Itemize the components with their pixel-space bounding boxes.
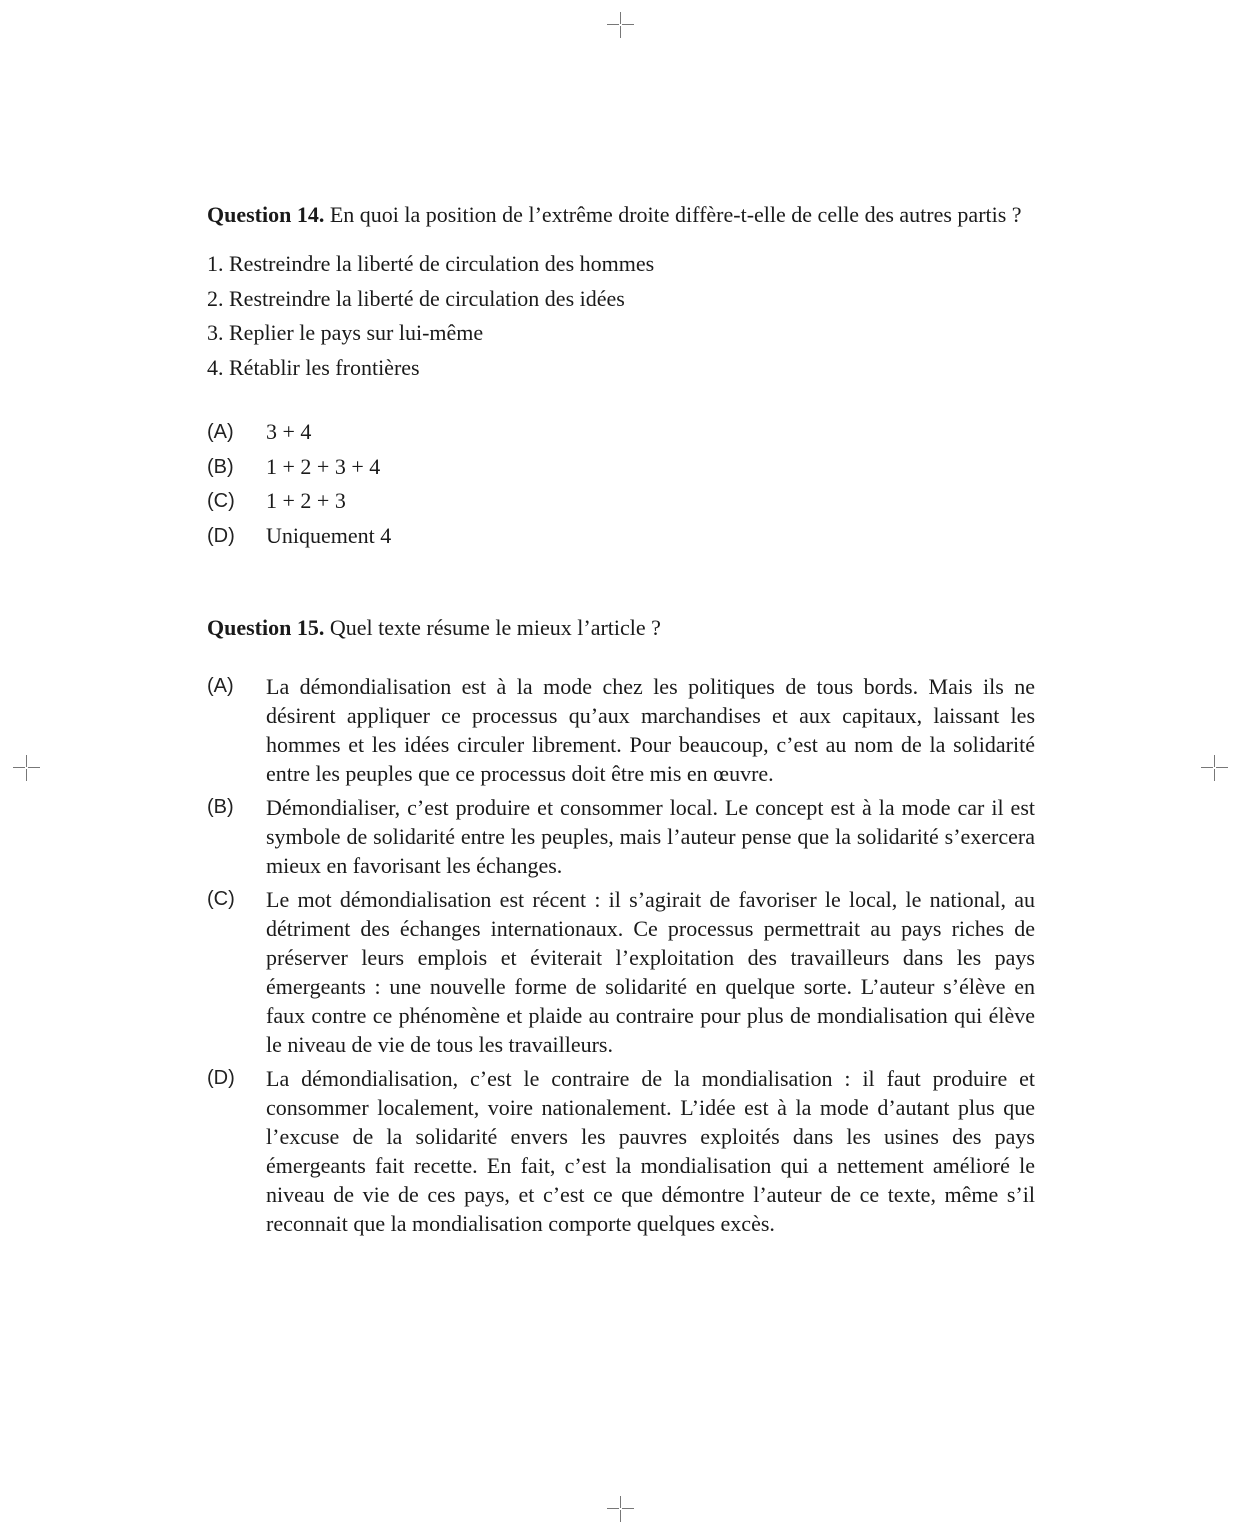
option-text: Le mot démondialisation est récent : il s’agirait de favoriser le local, le national, au détriment des échanges internationaux. Ce processus permettrait au pays riches de préserver leurs emplois et éviterait l’exploitation des travailleurs dans les pays émergeants : une nouvelle forme de solidarité en quelque sorte. L’auteur s’élève en faux contre ce phénomène et plaide au contraire pour plus de mondialisation qui élève le niveau de vie de tous les travailleurs.	[266, 887, 1035, 1057]
q14-option-a[interactable]	[207, 415, 1035, 450]
question-14-text: En quoi la position de l’extrême droite diffère-t-elle de celle des autres partis ?	[324, 202, 1022, 227]
q15-option-c[interactable]	[207, 885, 1035, 1059]
option-letter: (B)	[207, 455, 234, 478]
q14-option-b[interactable]	[207, 450, 1035, 485]
option-text: 1 + 2 + 3 + 4	[266, 453, 381, 479]
option-text: 1 + 2 + 3	[266, 488, 346, 513]
statement-3: 3. Replier le pays sur lui-même	[207, 320, 484, 345]
option-text: Uniquement 4	[266, 522, 392, 548]
question-15-options	[207, 672, 1035, 1238]
q15-option-d[interactable]	[207, 1064, 1035, 1238]
question-14-label: Question 14.	[207, 202, 325, 227]
question-15-label: Question 15.	[207, 615, 325, 640]
question-15-prompt	[207, 613, 1035, 642]
question-14	[207, 200, 1035, 553]
q14-option-d[interactable]	[207, 519, 1035, 554]
statement-1: 1. Restreindre la liberté de circulation des hommes	[207, 251, 655, 276]
option-letter: (C)	[207, 888, 235, 910]
question-14-options	[207, 415, 1035, 553]
q14-option-c[interactable]	[207, 484, 1035, 519]
question-14-prompt	[207, 200, 1035, 229]
option-letter: (A)	[207, 675, 234, 697]
option-letter: (D)	[207, 1067, 235, 1089]
option-letter: (D)	[207, 524, 235, 547]
q15-option-b[interactable]	[207, 793, 1035, 880]
question-15	[207, 613, 1035, 1238]
option-letter: (B)	[207, 796, 234, 818]
exam-page	[207, 200, 1035, 1243]
option-text: Démondialiser, c’est produire et consommer local. Le concept est à la mode car il est symbole de solidarité entre les peuples, mais l’auteur pense que la solidarité s’exercera mieux en favorisant les échanges.	[266, 795, 1035, 878]
question-15-text: Quel texte résume le mieux l’article ?	[324, 615, 661, 640]
statement-2: 2. Restreindre la liberté de circulation des idées	[207, 285, 625, 311]
statement-4: 4. Rétablir les frontières	[207, 354, 420, 380]
option-text: 3 + 4	[266, 419, 312, 444]
option-letter: (C)	[207, 490, 235, 512]
option-text: La démondialisation est à la mode chez les politiques de tous bords. Mais ils ne désirent appliquer ce processus qu’aux marchandises et aux capitaux, laissant les hommes et les idées circuler librement. Pour beaucoup, c’est au nom de la solidarité entre les peuples que ce processus doit être mis en œuvre.	[266, 674, 1035, 786]
option-text: La démondialisation, c’est le contraire de la mondialisation : il faut produire et consommer localement, voire nationalement. L’idée est à la mode d’autant plus que l’excuse de la solidarité envers les pauvres exploités dans les usines des pays émergeants fait recette. En fait, c’est la mondialisation qui a nettement amélioré le niveau de vie de ces pays, et c’est ce que démontre l’auteur de ce texte, même s’il reconnait que la mondialisation comporte quelques excès.	[266, 1066, 1035, 1236]
option-letter: (A)	[207, 421, 234, 443]
q15-option-a[interactable]	[207, 672, 1035, 788]
question-14-statements	[207, 247, 1035, 385]
